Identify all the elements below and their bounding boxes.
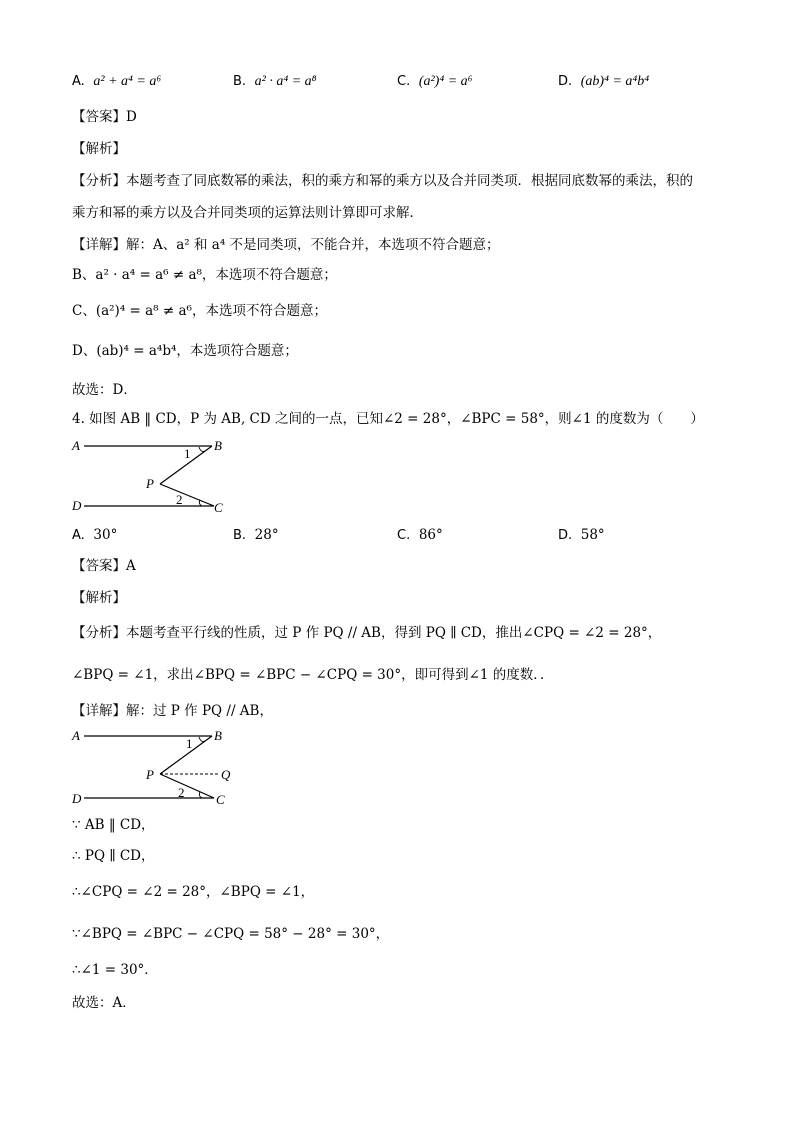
- q4-option-c: C. 86°: [397, 527, 443, 543]
- angle-1-arc: [199, 737, 205, 742]
- label-c: C: [216, 792, 225, 807]
- label-angle-2: 2: [178, 785, 185, 800]
- q4-option-d: D. 58°: [558, 527, 605, 543]
- label-a: A: [72, 438, 80, 453]
- q4-analysis-text-1: 【分析】本题考查平行线的性质，过 P 作 PQ // AB，得到 PQ ∥ CD，推出∠CPQ = ∠2 = 28°，: [72, 625, 662, 641]
- q3-option-d: D. (ab)⁴ = a⁴b⁴: [558, 74, 650, 89]
- q4-detail-head: 【详解】解：过 P 作 PQ // AB，: [72, 703, 273, 719]
- q3-detail-a: 【详解】解：A、a² 和 a⁴ 不是同类项，不能合并，本选项不符合题意；: [72, 237, 500, 253]
- q3-detail-b: B、a² · a⁴ = a⁶ ≠ a⁸，本选项不符合题意；: [72, 267, 337, 283]
- q4-solution-figure: [68, 726, 248, 810]
- label-p: P: [146, 767, 154, 782]
- q4-stem: 4. 如图 AB ‖ CD，P 为 AB, CD 之间的一点，已知∠2 = 28°，∠BPC = 58°，则∠1 的度数为（ ）: [72, 411, 704, 427]
- label-a: A: [72, 728, 80, 743]
- label-angle-1: 1: [184, 446, 191, 461]
- label-q: Q: [221, 767, 231, 782]
- q3-analysis-heading: 【解析】: [72, 141, 126, 157]
- q4-choice: 故选：A．: [72, 995, 136, 1011]
- label-b: B: [214, 438, 222, 453]
- q3-analysis-text-2: 乘方和幂的乘方以及合并同类项的运算法则计算即可求解．: [72, 205, 423, 221]
- q3-detail-c: C、(a²)⁴ = a⁸ ≠ a⁶，本选项不符合题意；: [72, 303, 327, 319]
- q3-answer: 【答案】D: [72, 109, 137, 125]
- label-p: P: [146, 476, 154, 491]
- label-c: C: [214, 500, 223, 515]
- q3-option-b: B. a² · a⁴ = a⁸: [233, 74, 317, 89]
- q3-analysis-text-1: 【分析】本题考查了同底数幂的乘法，积的乘方和幂的乘方以及合并同类项．根据同底数幂的乘法，积的: [72, 173, 693, 189]
- label-d: D: [72, 498, 82, 513]
- q3-choice: 故选：D．: [72, 382, 137, 398]
- q3-detail-d: D、(ab)⁴ = a⁴b⁴，本选项符合题意；: [72, 343, 298, 359]
- angle-1-arc: [199, 447, 205, 452]
- q3-option-a: A. a² + a⁴ = a⁶: [72, 74, 162, 89]
- q4-step-4: ∵∠BPQ = ∠BPC − ∠CPQ = 58° − 28° = 30°，: [72, 926, 390, 942]
- label-angle-1: 1: [186, 736, 193, 751]
- q4-analysis-text-2: ∠BPQ = ∠1，求出∠BPQ = ∠BPC − ∠CPQ = 30°，即可得到∠1 的度数．．: [72, 667, 554, 683]
- label-b: B: [214, 728, 222, 743]
- q4-step-5: ∴∠1 = 30°．: [72, 962, 158, 978]
- label-angle-2: 2: [176, 492, 183, 507]
- segment-pc: [160, 774, 214, 798]
- q4-step-2: ∴ PQ ∥ CD，: [72, 848, 155, 864]
- q4-analysis-heading: 【解析】: [72, 590, 126, 606]
- q4-step-3: ∴∠CPQ = ∠2 = 28°，∠BPQ = ∠1，: [72, 884, 315, 900]
- q4-step-1: ∵ AB ‖ CD，: [72, 817, 155, 833]
- q4-figure: [68, 434, 238, 516]
- q4-answer: 【答案】A: [72, 558, 136, 574]
- q4-option-a: A. 30°: [72, 527, 118, 543]
- segment-pc: [160, 484, 214, 506]
- q4-option-b: B. 28°: [233, 527, 279, 543]
- label-d: D: [72, 791, 82, 806]
- q3-option-c: C. (a²)⁴ = a⁶: [397, 74, 473, 89]
